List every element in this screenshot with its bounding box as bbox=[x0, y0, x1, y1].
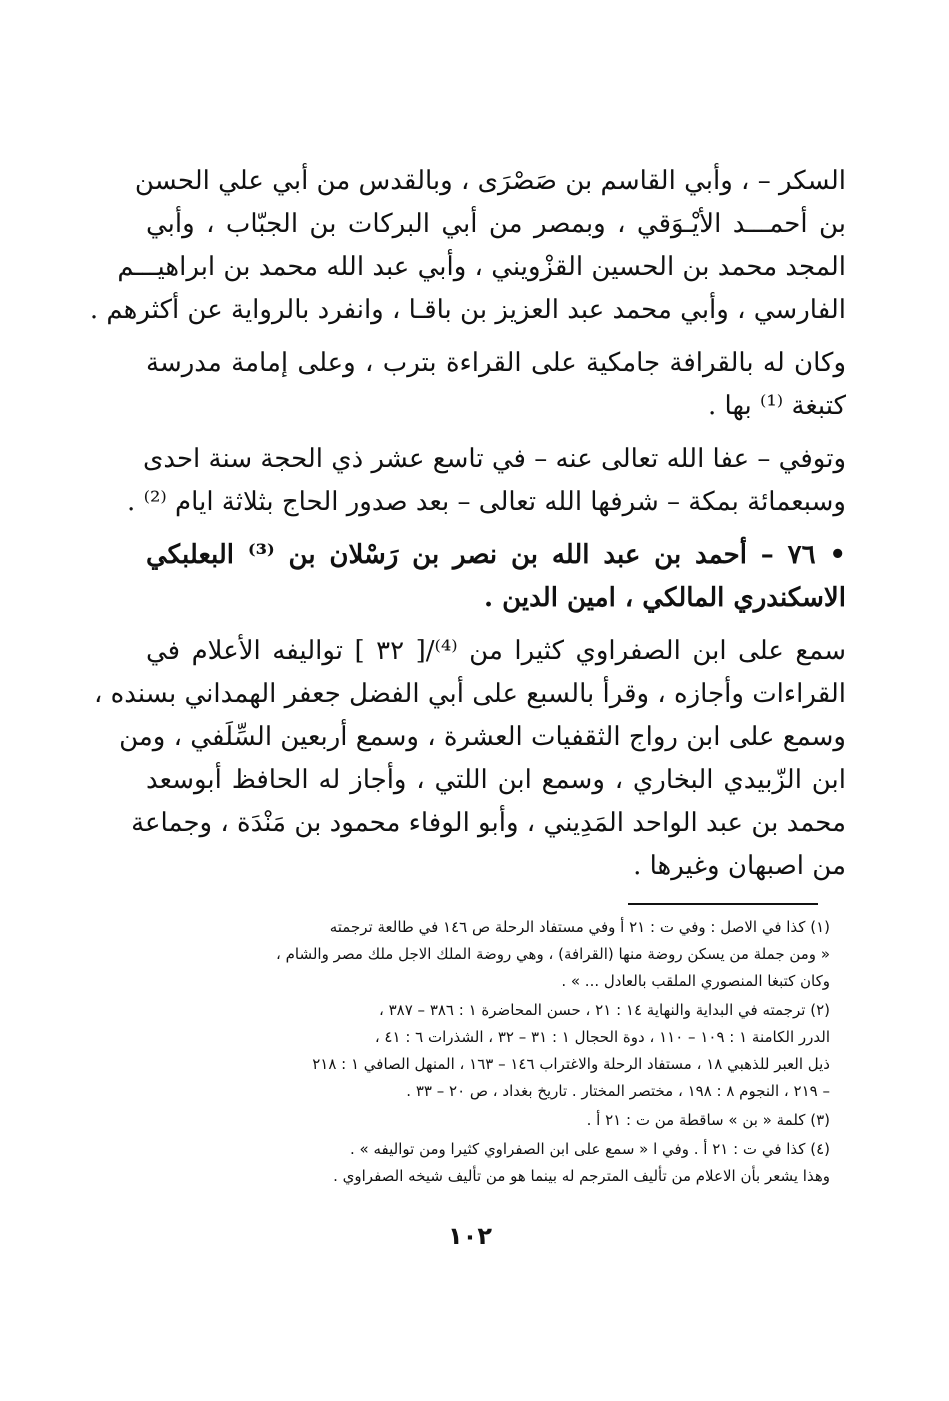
footnotes bbox=[130, 914, 830, 1192]
paragraph-3 bbox=[127, 438, 846, 524]
footnote-2 bbox=[130, 997, 830, 1105]
text-line: الفارسي ، وأبي محمد عبد العزيز بن باقـا ، وانفرد بالرواية عن أكثرهم . bbox=[89, 295, 846, 325]
footnote-line: (٢) ترجمته في البداية والنهاية ١٤ : ٢١ ، حسن المحاضرة ١ : ٣٨٦ – ٣٨٧ ، bbox=[378, 1001, 830, 1019]
paragraph-1 bbox=[89, 160, 846, 332]
text-line: القراءات وأجازه ، وقرأ بالسبع على أبي الفضل جعفر الهمداني بسنده ، bbox=[93, 679, 846, 709]
footnote-line: « ومن جملة من يسكن روضة منها (القرافة) ، وهي روضة الملك الاجل ملك مصر والشام ، bbox=[276, 945, 830, 963]
footnote-3 bbox=[130, 1107, 830, 1134]
text-line: ابن الزّبيدي البخاري ، وسمع ابن اللتي ، وأجاز له الحافظ أبوسعد bbox=[146, 765, 846, 795]
text-line: المجد محمد بن الحسين القزْويني ، وأبي عبد الله محمد بن ابراهيـــم bbox=[117, 252, 846, 282]
paragraph-entry-76 bbox=[146, 534, 846, 620]
text-line: وسمع على ابن رواج الثقفيات العشرة ، وسمع أربعين السِّلَفي ، ومن bbox=[119, 722, 846, 752]
footnote-divider bbox=[628, 903, 818, 905]
entry-heading: • ٧٦ – أحمد بن عبد الله بن نصر بن رَسْلان بن ⁽³⁾ البعلبكي bbox=[146, 540, 847, 570]
footnote-line: وكان كتبغا المنصوري الملقب بالعادل ... » . bbox=[561, 972, 830, 990]
footnote-line: (٣) كلمة « بن » ساقطة من ت : ٢١ أ . bbox=[586, 1111, 830, 1129]
text-line: السكر – ، وأبي القاسم بن صَصْرَى ، وبالقدس من أبي علي الحسن bbox=[134, 166, 846, 196]
footnote-line: الدرر الكامنة ١ : ١٠٩ – ١١٠ ، دوة الحجال ١ : ٣١ – ٣٢ ، الشذرات ٦ : ٤١ ، bbox=[374, 1028, 830, 1046]
footnote-line: ذيل العبر للذهبي ١٨ ، مستفاد الرحلة والاغتراب ١٤٦ – ١٦٣ ، المنهل الصافي ١ : ٢١٨ bbox=[312, 1055, 830, 1073]
text-line: سمع على ابن الصفراوي كثيرا من ⁽⁴⁾/[ ٣٢ ] تواليفه الأعلام في bbox=[146, 636, 846, 666]
text-line: وكان له بالقرافة جامكية على القراءة بترب ، وعلى إمامة مدرسة bbox=[146, 348, 846, 378]
text-line: محمد بن عبد الواحد المَدِيني ، وأبو الوفاء محمود بن مَنْدَة ، وجماعة bbox=[131, 808, 846, 838]
footnote-line: – ٢١٩ ، النجوم ٨ : ١٩٨ ، مختصر المختار . تاريخ بغداد ، ص ٢٠ – ٣٣ . bbox=[406, 1082, 830, 1100]
text-line: وتوفي – عفا الله تعالى عنه – في تاسع عشر ذي الحجة سنة احدى bbox=[142, 444, 846, 474]
text-line: كتبغة ⁽¹⁾ بها . bbox=[708, 391, 846, 421]
footnote-line: وهذا يشعر بأن الاعلام من تأليف المترجم له بينما هو من تأليف شيخه الصفراوي . bbox=[333, 1167, 830, 1185]
page-number: ١٠٢ bbox=[448, 1222, 492, 1250]
text-line: وسبعمائة بمكة – شرفها الله تعالى – بعد صدور الحاج بثلاثة ايام ⁽²⁾ . bbox=[127, 487, 846, 517]
footnote-4 bbox=[130, 1136, 830, 1190]
text-line: بن أحمـــد الأيْـوَقي ، وبمصر من أبي البركات بن الجبّاب ، وأبي bbox=[146, 209, 846, 239]
entry-heading: الاسكندري المالكي ، امين الدين . bbox=[484, 583, 846, 613]
paragraph-2 bbox=[146, 342, 846, 428]
paragraph-5 bbox=[93, 630, 846, 888]
footnote-line: (٤) كذا في ت : ٢١ أ . وفي ا « سمع على ابن الصفراوي كثيرا ومن تواليفه » . bbox=[350, 1140, 830, 1158]
footnote-line: (١) كذا في الاصل : وفي ت : ٢١ أ وفي مستفاد الرحلة ص ١٤٦ في طالعة ترجمته bbox=[329, 918, 830, 936]
footnote-1 bbox=[130, 914, 830, 995]
main-text bbox=[89, 160, 847, 898]
text-line: من اصبهان وغيرها . bbox=[633, 851, 846, 881]
